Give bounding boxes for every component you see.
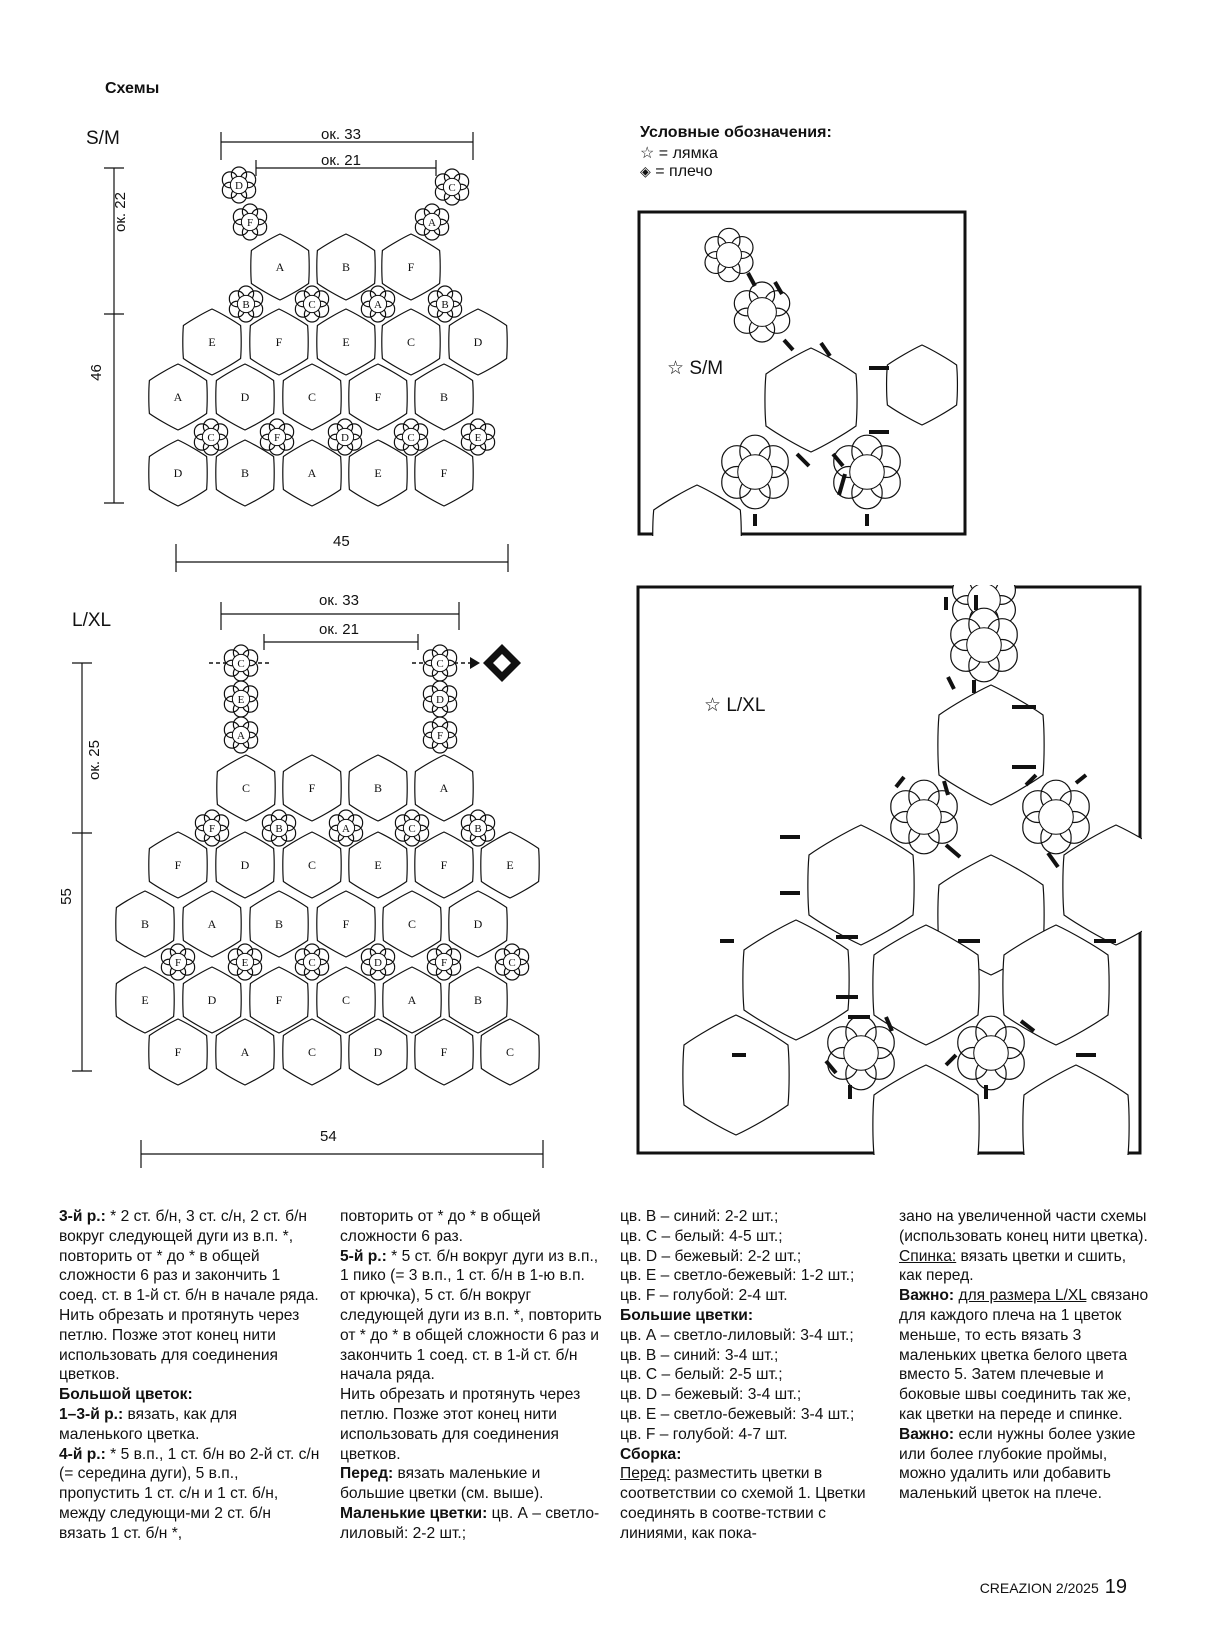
svg-text:E: E [241,957,249,969]
small-color-c: цв. С – белый: 4-5 шт.; [620,1227,783,1245]
svg-text:B: B [473,993,483,1007]
svg-text:F: F [275,335,283,349]
lxl-big-flower [149,1019,207,1085]
lxl-small-flower [195,810,228,846]
lxl-small-flower [295,944,328,980]
row3-more: Нить обрезать и протянуть через петлю. Позже этот конец нити использовать для соединения цветков. [59,1306,300,1384]
text-column-4 [899,1207,1151,1504]
svg-text:E: E [208,335,216,349]
sm-height-outer: 46 [87,364,105,381]
sm-top-outer: ок. 33 [321,126,361,143]
svg-text:F: F [174,858,182,872]
lxl-big-flower [283,832,341,898]
lxl-top-outer: ок. 33 [319,592,359,609]
lxl-strap-flower [224,645,257,681]
svg-text:E: E [237,694,245,706]
lxl-small-flower [427,944,460,980]
svg-text:D: D [473,917,483,931]
lxl-big-flower [349,832,407,898]
svg-text:A: A [439,781,449,795]
lxl-big-flower [349,755,407,821]
big-color-d: цв. D – бежевый: 3-4 шт.; [620,1386,802,1404]
svg-text:C: C [341,993,351,1007]
big-color-f: цв. F – голубой: 4-7 шт. [620,1425,788,1443]
svg-text:F: F [342,917,350,931]
svg-text:C: C [307,1045,317,1059]
lxl-strap-flower [224,681,257,717]
svg-text:A: A [173,390,183,404]
small-flowers-label: Маленькие цветки: [340,1504,488,1522]
svg-text:C: C [307,390,317,404]
lxl-small-flower [395,810,428,846]
lxl-big-flower [183,891,241,957]
lxl-big-flower [415,755,473,821]
lxl-strap-flower [423,645,456,681]
lxl-top-inner: ок. 21 [319,621,359,638]
col2-cont: повторить от * до * в общей сложности 6 раз. [340,1208,541,1245]
legend-shoulder [640,163,713,181]
svg-text:B: B [140,917,150,931]
svg-text:F: F [308,781,316,795]
row4-label: 4-й р.: [59,1445,106,1463]
lxl-big-flower [216,1019,274,1085]
lxl-small-flower [228,944,261,980]
svg-text:D: D [235,180,243,192]
detail-lxl-flower [958,1016,1024,1090]
lxl-small-flower [161,944,194,980]
svg-text:C: C [308,957,316,969]
lxl-big-flower [449,891,507,957]
row5-text: * 5 ст. б/н вокруг дуги из в.п., 1 пико (= 3 в.п., 1 ст. б/н в 1-ю в.п. от крючка), 5 ст. б/н вокруг следующей дуги из в.п. *, повторить от * до * в общей сложности 6 раз и закончить 1 соед. ст. в 1-й ст. б/н начала ряда. [340,1247,602,1384]
lxl-big-flower [415,832,473,898]
detail-lxl-flower [1023,780,1089,854]
star-icon: ☆ [640,145,655,162]
assembly-front-text: разместить цветки в соответствии со схемой 1. Цветки соединять в соотве-тствии с линиями, как пока- [620,1465,866,1542]
lxl-big-flower [481,832,539,898]
svg-text:A: A [428,217,436,229]
text-column-2 [340,1207,602,1544]
star-icon: ☆ [667,358,685,379]
detail-sm-flower [834,435,900,509]
svg-text:F: F [273,432,281,444]
text-column-3 [620,1207,888,1544]
lxl-big-flower [317,891,375,957]
small-color-f: цв. F – голубой: 2-4 шт. [620,1287,788,1305]
svg-text:A: A [407,993,417,1007]
sm-height-inner: ок. 22 [112,192,129,232]
big-color-b: цв. В – синий: 3-4 шт.; [620,1346,779,1364]
svg-text:C: C [436,658,444,670]
svg-text:C: C [408,823,416,835]
detail-sm-label [667,357,723,380]
svg-text:B: B [439,390,449,404]
svg-text:C: C [406,335,416,349]
svg-text:D: D [173,466,183,480]
big-color-c: цв. С – белый: 2-5 шт.; [620,1366,783,1384]
svg-text:A: A [374,299,382,311]
svg-text:B: B [242,299,250,311]
svg-text:D: D [436,694,444,706]
row3-text: * 2 ст. б/н, 3 ст. с/н, 2 ст. б/н вокруг следующей дуги из в.п. *, повторить от * до * в общей сложности 6 раз и закончить 1 соед. ст. в 1-й ст. б/н в начале ряда. [59,1208,319,1305]
page-footer [980,1576,1127,1599]
lxl-big-flower [383,891,441,957]
svg-text:E: E [506,858,514,872]
svg-text:F: F [436,730,444,742]
lxl-small-flower [361,944,394,980]
svg-text:A: A [275,260,285,274]
svg-text:E: E [474,432,482,444]
front-text: вязать маленькие и большие цветки (см. выше). [340,1465,544,1503]
legend-strap-text: = лямка [658,145,718,162]
detail-lxl-label [704,694,765,717]
sm-top-inner: ок. 21 [321,152,361,169]
svg-text:F: F [440,1045,448,1059]
detail-lxl-label-text: L/XL [726,695,766,716]
svg-text:D: D [373,1045,383,1059]
important1-size: для размера L/XL [958,1287,1087,1305]
lxl-small-flower [461,810,494,846]
lxl-big-flower [216,832,274,898]
svg-text:B: B [441,299,449,311]
row3-label: 3-й р.: [59,1208,106,1225]
big-color-e: цв. Е – светло-бежевый: 3-4 шт.; [620,1405,855,1423]
detail-sm-flower [722,435,788,509]
page-number: 19 [1104,1576,1127,1598]
svg-text:B: B [474,823,482,835]
lxl-small-flower [329,810,362,846]
svg-text:F: F [440,957,448,969]
lxl-big-flower [250,891,308,957]
lxl-strap-flower [423,717,456,753]
lxl-big-flower [449,967,507,1033]
lxl-strap-flower [423,681,456,717]
svg-text:D: D [341,432,349,444]
svg-text:F: F [208,823,216,835]
lxl-big-flower [383,967,441,1033]
small-flowers-text: цв. А – светло-лиловый: 2-2 шт.; [340,1504,600,1542]
row5-label: 5-й р.: [340,1247,387,1265]
front-label: Перед: [340,1465,394,1483]
svg-text:C: C [308,299,316,311]
svg-text:E: E [342,335,350,349]
lxl-big-flower [116,967,174,1033]
section-title: Схемы [105,80,160,97]
svg-text:F: F [374,390,382,404]
assembly-heading: Сборка: [620,1445,682,1463]
svg-text:C: C [307,858,317,872]
big-color-a: цв. А – светло-лиловый: 3-4 шт.; [620,1326,854,1344]
lxl-big-flower [149,832,207,898]
svg-text:F: F [246,217,254,229]
text-column-1 [59,1207,321,1544]
legend-strap [640,143,718,163]
small-color-e: цв. Е – светло-бежевый: 1-2 шт.; [620,1267,855,1285]
important2-text: если нужны более узкие или более глубокие проймы, можно удалить или добавить маленький цветок на плече. [899,1425,1136,1503]
svg-text:B: B [341,260,351,274]
svg-text:E: E [141,993,149,1007]
legend-title: Условные обозначения: [640,124,832,141]
lxl-big-flower [349,1019,407,1085]
svg-text:D: D [240,858,250,872]
row13-label: 1–3-й р.: [59,1405,124,1423]
svg-text:C: C [207,432,215,444]
sm-width: 45 [333,533,350,550]
back-label: Спинка: [899,1247,957,1265]
svg-text:F: F [174,1045,182,1059]
row4-text: * 5 в.п., 1 ст. б/н во 2-й ст. с/н (= середина дуги), 5 в.п., пропустить 1 ст. с/н и 1 ст. б/н, между следующи-ми 2 ст. б/н вязать 1 ст. б/н *, [59,1445,320,1542]
lxl-width: 54 [320,1128,337,1145]
lxl-big-flower [317,967,375,1033]
important1-label: Важно: [899,1287,955,1305]
shoulder-diamond-icon [483,644,521,682]
lxl-big-flower [116,891,174,957]
detail-lxl-flower [951,608,1017,682]
lxl-big-flower [217,755,275,821]
lxl-big-flower [481,1019,539,1085]
big-flower-heading: Большой цветок: [59,1386,193,1404]
small-color-d: цв. D – бежевый: 2-2 шт.; [620,1247,802,1265]
svg-text:F: F [440,466,448,480]
magazine-issue: CREAZION 2/2025 [979,1580,1099,1596]
svg-text:B: B [240,466,250,480]
svg-text:C: C [448,182,456,194]
col4-cont: зано на увеличенной части схемы (использовать конец нити цветка). [899,1208,1148,1245]
svg-text:F: F [174,957,182,969]
row5-more: Нить обрезать и протянуть через петлю. Позже этот конец нити использовать для соединения цветков. [340,1386,581,1463]
lxl-big-flower [283,755,341,821]
diamond-icon: ◈ [640,163,651,179]
svg-text:C: C [241,781,251,795]
svg-text:A: A [240,1045,250,1059]
row13-text: вязать, как для маленького цветка. [59,1405,238,1443]
svg-text:A: A [207,917,217,931]
svg-text:E: E [374,858,382,872]
svg-text:C: C [237,658,245,670]
svg-text:A: A [342,823,350,835]
svg-text:F: F [275,993,283,1007]
lxl-strap-flower [224,717,257,753]
lxl-small-flower [262,810,295,846]
arrow-icon [470,657,480,669]
small-color-b: цв. В – синий: 2-2 шт.; [620,1208,779,1225]
big-flowers-heading: Большие цветки: [620,1306,754,1324]
lxl-big-flower [283,1019,341,1085]
svg-text:C: C [407,917,417,931]
svg-text:D: D [374,957,382,969]
lxl-big-flower [183,967,241,1033]
detail-lxl-box [636,585,1142,1155]
svg-text:F: F [407,260,415,274]
svg-text:D: D [207,993,217,1007]
back-text: вязать цветки и сшить, как перед. [899,1247,1127,1285]
svg-text:D: D [240,390,250,404]
detail-lxl-flower [828,1016,894,1090]
lxl-big-flower [415,1019,473,1085]
detail-sm-label-text: S/M [689,358,724,379]
star-icon: ☆ [704,695,722,716]
svg-text:C: C [508,957,516,969]
svg-text:F: F [440,858,448,872]
lxl-height-inner: ок. 25 [86,740,103,780]
svg-text:A: A [237,730,245,742]
svg-text:C: C [407,432,415,444]
svg-text:B: B [373,781,383,795]
svg-text:C: C [505,1045,515,1059]
svg-text:D: D [473,335,483,349]
lxl-size-label: L/XL [72,610,112,631]
important1-text: связано для каждого плеча на 1 цветок меньше, то есть вязать 3 маленьких цветка белого цвета вместо 5. Затем плечевые и боковые швы соединить так же, как цветки на переде и спинке. [899,1287,1149,1423]
svg-text:E: E [374,466,382,480]
svg-text:B: B [274,917,284,931]
lxl-big-flower [250,967,308,1033]
sm-size-label: S/M [86,128,120,149]
important2-label: Важно: [899,1425,955,1443]
legend-shoulder-text: = плечо [655,163,713,180]
lxl-small-flower [495,944,528,980]
svg-text:A: A [307,466,317,480]
svg-text:B: B [275,823,283,835]
lxl-height-outer: 55 [57,888,75,905]
assembly-front-label: Перед: [620,1465,671,1483]
